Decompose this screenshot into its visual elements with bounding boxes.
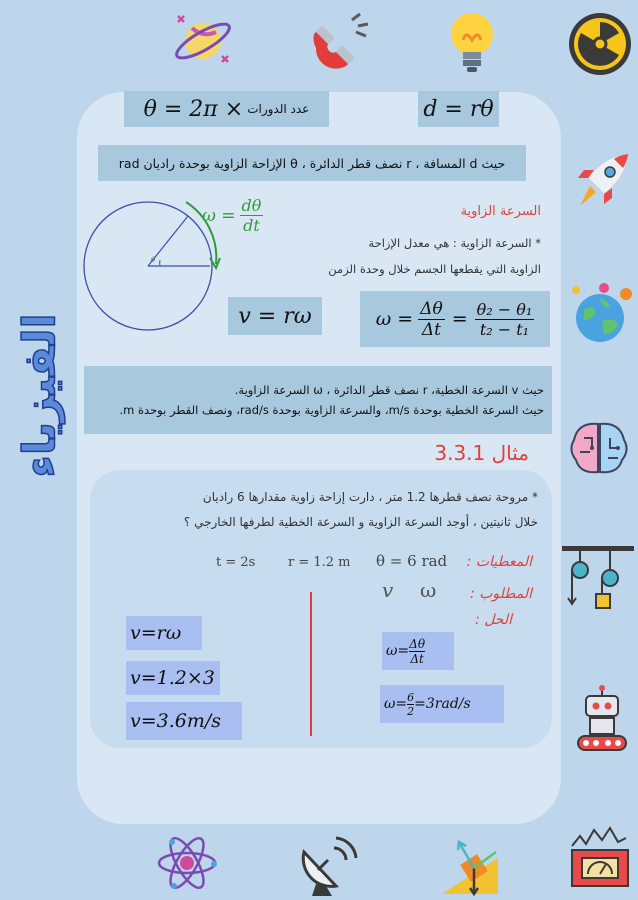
formula-omega-box: ω = $\frac{\Delta\theta}{\Delta t}$ = $\frac{\text{θ₂ − θ₁}}{\text{t₂ − t₁}}$	[360, 291, 550, 347]
pulley-icon	[560, 544, 636, 614]
formula-angle-box	[124, 91, 329, 127]
solution-divider	[310, 592, 312, 736]
brain-icon	[566, 418, 632, 478]
solution-omega-result: ω= $\frac{6}{2}$ =3rad/s	[380, 685, 504, 723]
given-t: t = 2s	[216, 555, 256, 570]
side-title: الفيزياء	[14, 312, 66, 478]
formula-distance: d = rθ	[423, 96, 494, 122]
solution-v-result: v=3.6m/s	[126, 702, 242, 740]
solution-omega-formula: ω= $\frac{\Delta\theta}{\Delta t}$	[382, 632, 454, 670]
formula-angle: θ = 2π ×	[143, 96, 244, 122]
angular-speed-definition-2: الزاوية التي يقطعها الجسم خلال وحدة الزمن	[328, 262, 541, 276]
circle-omega-formula: ω = $\frac{d\theta}{dt}$	[202, 196, 262, 235]
robot-icon	[572, 684, 632, 754]
givens-label: المعطيات :	[466, 554, 532, 570]
where-line-3: حيث السرعة الخطية بوحدة m/s، والسرعة الزاوية بوحدة rad/s، ونصف القطر بوحدة m.	[119, 403, 544, 417]
example-question-2: خلال ثانيتين ، أوجد السرعة الزاوية و السرعة الخطية لطرفها الخارجي ؟	[183, 515, 538, 529]
formula-angle-arabic: عدد الدورات	[247, 102, 310, 116]
magnet-icon	[306, 10, 372, 76]
light-bulb-icon	[446, 10, 498, 76]
where-line-1: حيث d المسافة ، r نصف قطر الدائرة ، θ الإزاحة الزاوية بوحدة راديان rad	[98, 145, 526, 181]
angular-speed-definition: * السرعة الزاوية : هي معدل الإزاحة	[368, 236, 541, 250]
where-line-2-3	[84, 366, 552, 434]
svg-text:θ: θ	[151, 256, 156, 264]
given-theta: θ = 6 rad	[376, 552, 448, 570]
rocket-icon	[568, 148, 634, 214]
radiation-icon	[566, 10, 634, 78]
gauge-icon	[566, 820, 634, 890]
angular-speed-heading: السرعة الزاوية	[460, 204, 541, 219]
solution-v-formula: v=rω	[126, 616, 202, 650]
earth-icon	[566, 280, 634, 350]
atom-icon	[154, 830, 220, 896]
satellite-dish-icon	[296, 834, 362, 900]
formula-v-box	[228, 297, 322, 335]
forces-icon	[438, 828, 502, 896]
formula-v: v = rω	[238, 303, 312, 329]
example-title: مثال 3.3.1	[434, 441, 529, 465]
where-line-2: حيث v السرعة الخطية، r نصف قطر الدائرة ، ω السرعة الزاوية.	[234, 383, 544, 397]
formula-distance-box	[418, 91, 499, 127]
required-label: المطلوب :	[470, 586, 532, 602]
required-v: v	[382, 578, 394, 602]
example-question-1: * مروحة نصف قطرها 1.2 متر ، دارت إزاحة زاوية مقدارها 6 راديان	[202, 490, 538, 504]
solution-label: الحل :	[475, 612, 512, 628]
given-r: r = 1.2 m	[288, 555, 351, 570]
solution-v-substitution: v=1.2×3	[126, 661, 220, 695]
planet-icon	[170, 8, 236, 74]
required-omega: ω	[420, 578, 437, 602]
